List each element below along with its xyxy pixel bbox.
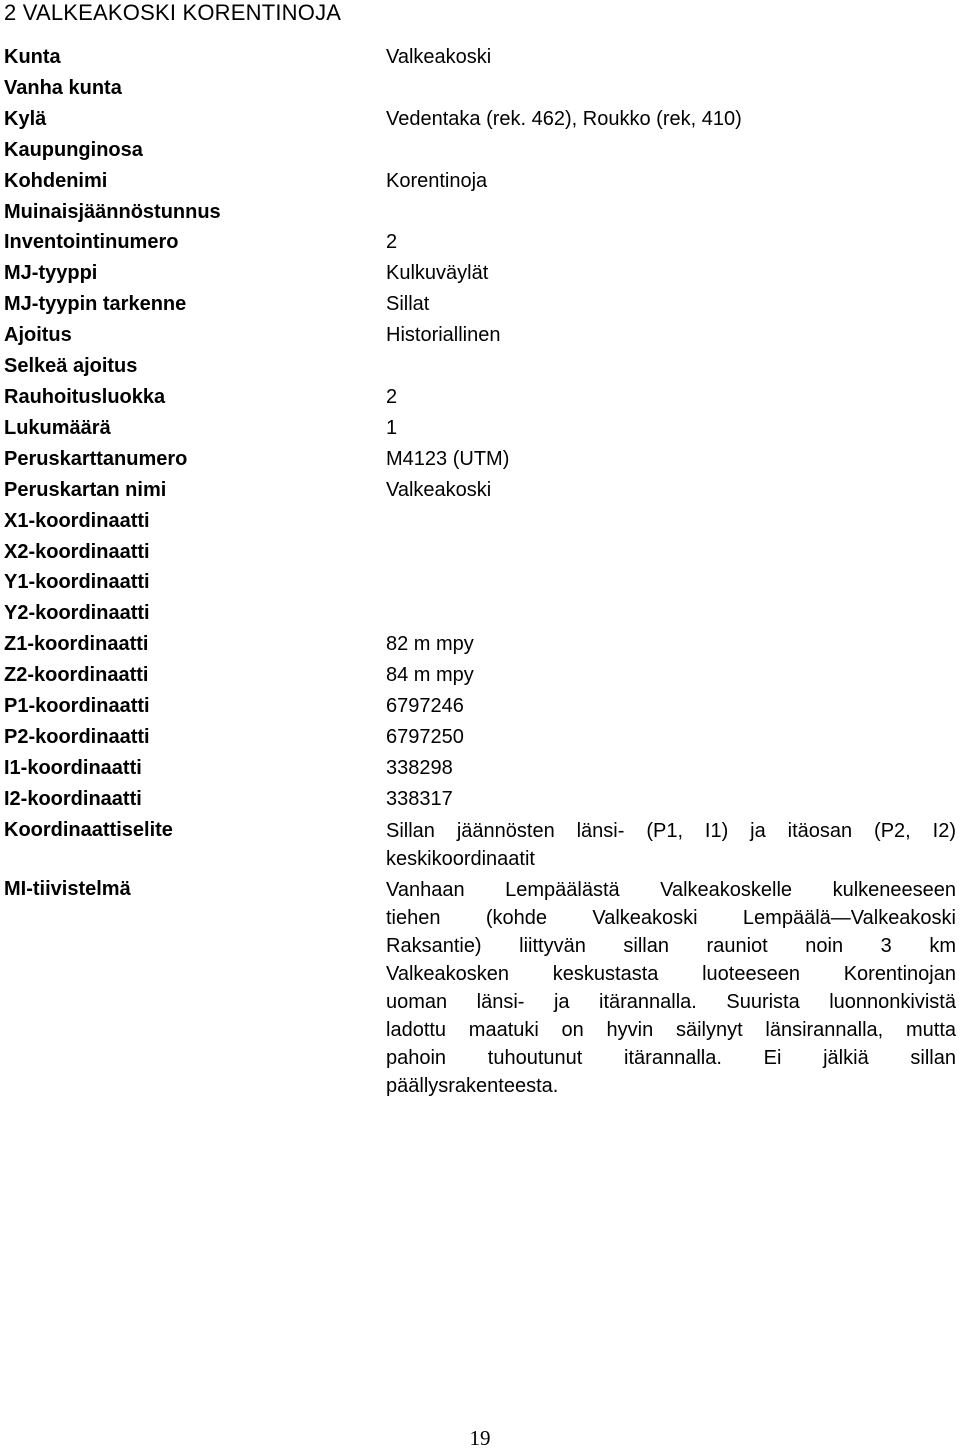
field-row-z1: [4, 629, 956, 660]
field-label: MI-tiivistelmä: [4, 877, 131, 900]
field-label: P2-koordinaatti: [4, 725, 150, 748]
field-label: MJ-tyyppi: [4, 262, 98, 285]
field-row-selkea-ajoitus: [4, 351, 956, 382]
field-row-kyla: [4, 104, 956, 135]
field-value: 2: [386, 385, 398, 408]
field-value: 338298: [386, 756, 453, 779]
page-number: 19: [469, 1426, 491, 1450]
field-label: Kunta: [4, 46, 61, 68]
field-row-x2: [4, 537, 956, 568]
field-value: Kulkuväylät: [386, 262, 489, 285]
field-label: Z1-koordinaatti: [4, 633, 149, 656]
text-line: pahoin tuhoutunut itärannalla. Ei jälkiä sillan: [386, 1046, 956, 1069]
field-row-inventointinumero: [4, 227, 956, 258]
field-label: Lukumäärä: [4, 416, 111, 439]
field-label: Kohdenimi: [4, 169, 108, 192]
field-row-z2: [4, 660, 956, 691]
field-label: I1-koordinaatti: [4, 756, 142, 779]
tiivistelma-text: [386, 874, 956, 1101]
field-label: Kaupunginosa: [4, 138, 143, 161]
field-value: 1: [386, 416, 398, 439]
field-row-koordinaattiselite: [4, 815, 956, 874]
field-value: M4123 (UTM): [386, 447, 510, 470]
field-row-mj-tyypin-tarkenne: [4, 289, 956, 320]
field-row-kaupunginosa: [4, 135, 956, 166]
field-label: Y1-koordinaatti: [4, 571, 150, 594]
field-row-y1: [4, 567, 956, 598]
field-label: I2-koordinaatti: [4, 787, 142, 810]
field-label: Y2-koordinaatti: [4, 602, 150, 625]
field-value: Historiallinen: [386, 324, 501, 347]
field-row-kohdenimi: [4, 166, 956, 197]
field-row-peruskartan-nimi: [4, 475, 956, 506]
field-row-mi-tiivistelma: [4, 874, 956, 1101]
text-line: ladottu maatuki on hyvin säilynyt länsirannalla, mutta: [386, 1018, 956, 1041]
field-value: 2: [386, 231, 398, 254]
field-label: Peruskartan nimi: [4, 478, 167, 501]
field-row-p1: [4, 691, 956, 722]
field-row-i1: [4, 753, 956, 784]
field-value: Sillat: [386, 293, 430, 316]
field-value: Vedentaka (rek. 462), Roukko (rek, 410): [386, 107, 742, 130]
field-label: X2-koordinaatti: [4, 540, 150, 563]
field-label: Muinaisjäännöstunnus: [4, 200, 221, 223]
text-line: Vanhaan Lempäälästä Valkeakoskelle kulkeneeseen: [386, 878, 956, 901]
text-line: päällysrakenteesta.: [386, 1074, 559, 1097]
field-value: 84 m mpy: [386, 664, 474, 687]
field-label: Inventointinumero: [4, 231, 179, 254]
text-line: Sillan jäännösten länsi- (P1, I1) ja itäosan (P2, I2): [386, 819, 956, 842]
field-value: Valkeakoski: [386, 478, 492, 501]
text-line: Raksantie) liittyvän sillan rauniot noin 3 km: [386, 934, 956, 957]
field-row-ajoitus: [4, 320, 956, 351]
field-label: Vanha kunta: [4, 76, 122, 99]
field-row-kunta: [4, 42, 956, 73]
field-label: Selkeä ajoitus: [4, 355, 138, 378]
text-line: tiehen (kohde Valkeakoski Lempäälä—Valkeakoski: [386, 906, 956, 929]
field-row-p2: [4, 722, 956, 753]
field-label: Kylä: [4, 107, 47, 130]
text-line: Valkeakosken keskustasta luoteeseen Korentinojan: [386, 962, 956, 985]
field-label: Rauhoitusluokka: [4, 385, 166, 408]
field-row-muinaisjaannostunnus: [4, 197, 956, 228]
field-label: Ajoitus: [4, 324, 72, 347]
field-row-x1: [4, 506, 956, 537]
field-label: MJ-tyypin tarkenne: [4, 293, 187, 316]
field-label: Z2-koordinaatti: [4, 664, 149, 687]
field-label: Koordinaattiselite: [4, 818, 173, 841]
field-row-mj-tyyppi: [4, 258, 956, 289]
field-row-vanha-kunta: [4, 73, 956, 104]
field-value: 338317: [386, 787, 453, 810]
field-value: 6797246: [386, 695, 464, 718]
field-label: X1-koordinaatti: [4, 509, 150, 532]
field-row-i2: [4, 784, 956, 815]
text-line: keskikoordinaatit: [386, 847, 535, 870]
field-row-peruskarttanumero: [4, 444, 956, 475]
field-label: P1-koordinaatti: [4, 695, 150, 718]
field-row-rauhoitusluokka: [4, 382, 956, 413]
field-row-lukumaara: [4, 413, 956, 444]
field-row-y2: [4, 598, 956, 629]
field-list: [4, 42, 956, 1101]
field-value: Korentinoja: [386, 169, 488, 192]
field-value: Valkeakoski: [386, 46, 492, 68]
document-heading: 2 VALKEAKOSKI KORENTINOJA: [4, 0, 342, 25]
field-label: Peruskarttanumero: [4, 447, 188, 470]
text-line: uoman länsi- ja itärannalla. Suurista luonnonkivistä: [386, 990, 956, 1013]
field-value: 82 m mpy: [386, 633, 474, 656]
koordinaattiselite-text: [386, 815, 956, 874]
field-value: 6797250: [386, 725, 464, 748]
